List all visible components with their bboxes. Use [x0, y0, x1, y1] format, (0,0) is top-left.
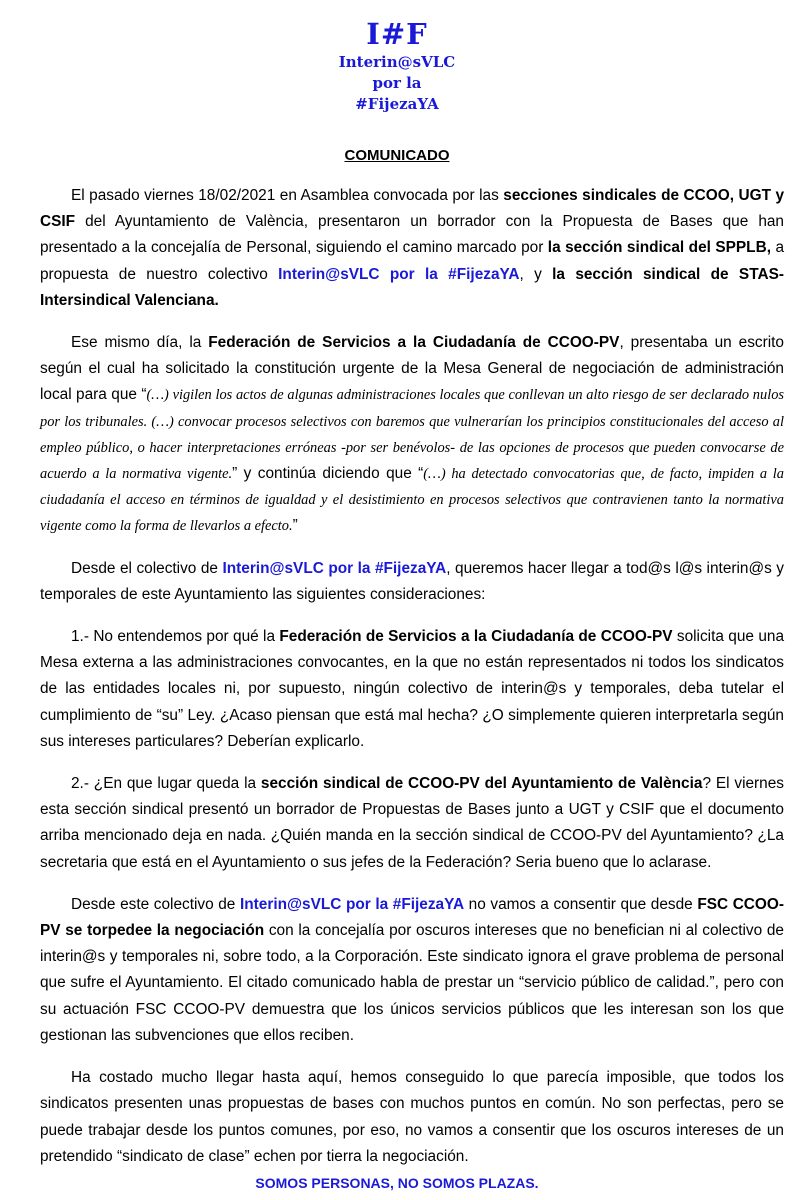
p3-collective-name: Interin@sVLC por la #FijezaYA: [222, 559, 447, 577]
p1-bold-stas: la sección sindical de STAS-Intersindical Valenciana.: [40, 265, 784, 309]
p6-text-a: Desde este colectivo de: [71, 895, 240, 913]
p2-quote-1: (…) vigilen los actos de algunas administraciones locales que conllevan un alto riesgo de ser declarado nulos por los tribunales. (…) convocar procesos selectivos con baremos que vulnerarían los principios constitucionales del acceso al empleo público, o hacer interpretaciones erróneas -por ser benévolos- de las opciones de procesos que pueden convocarse de acuerdo a la normativa vigente.: [40, 387, 784, 483]
p2-quote-2: (…) ha detectado convocatorias que, de facto, impiden a la ciudadanía el acceso en términos de igualdad y el desistimiento en procesos selectivos que contravienen tanto la normativa vigente como la forma de llevarlos a efecto.: [40, 466, 784, 535]
document-title: COMUNICADO: [344, 147, 450, 164]
p2-text-e: ”: [292, 517, 298, 535]
p5-bold-section: sección sindical de CCOO-PV del Ayuntamiento de València: [260, 775, 703, 793]
p6-bold-torpedo: FSC CCOO-PV se torpedee la negociación: [40, 895, 784, 940]
logo-line-2: por la: [372, 74, 422, 92]
logo-mark: I#F: [366, 17, 428, 51]
p3-text-a: Desde el colectivo de: [71, 559, 223, 577]
p4-text-a: 1.- No entendemos por qué la: [71, 628, 280, 646]
paragraph-3: [40, 556, 784, 608]
p2-bold-federation: Federación de Servicios a la Ciudadanía de CCOO-PV: [208, 334, 620, 352]
p4-text-c: solicita que una Mesa externa a las administraciones convocantes, en la que no están representados ni todos los sindicatos de las entidades locales ni, por supuesto, ningún colectivo de interin@s y temporales, deba tutelar el cumplimiento de “su” Ley. ¿Acaso piensan que está mal hecha? ¿O simplemente quieren interpretarla según sus intereses particulares? Deberían explicarlo.: [40, 628, 784, 750]
p1-bold-unions: secciones sindicales de CCOO, UGT y CSIF: [40, 187, 785, 231]
paragraph-1: [40, 183, 784, 314]
p1-bold-spplb: la sección sindical del SPPLB,: [547, 239, 771, 257]
p1-text-c: del Ayuntamiento de València, presentaron un borrador con la Propuesta de Bases que han presentado a la concejalía de Personal, siguiendo el camino marcado por: [40, 213, 784, 257]
paragraph-5: [40, 771, 784, 876]
p3-text-c: , queremos hacer llegar a tod@s l@s interin@s y temporales de este Ayuntamiento las siguientes consideraciones:: [40, 559, 784, 603]
p5-text-a: 2.- ¿En que lugar queda la: [71, 775, 261, 793]
p6-collective-name: Interin@sVLC por la #FijezaYA: [239, 895, 465, 913]
document-body: [40, 183, 784, 1186]
p1-text-g: , y: [519, 265, 553, 283]
p1-collective-name: Interin@sVLC por la #FijezaYA: [278, 265, 520, 283]
logo-line-3: #FijezaYA: [355, 95, 439, 113]
p1-text-e: a propuesta de nuestro colectivo: [40, 239, 784, 283]
paragraph-7: [40, 1065, 784, 1170]
p2-text-c: , presentaba un escrito según el cual ha solicitado la constitución urgente de la Mesa General de negociación de administración local para que “: [40, 334, 784, 404]
p4-bold-federation: Federación de Servicios a la Ciudadanía de CCOO-PV: [279, 628, 673, 646]
paragraph-2: [40, 330, 784, 540]
p5-text-c: ? El viernes esta sección sindical presentó un borrador de Propuestas de Bases junto a UGT y CSIF que el documento arriba mencionado deja en nada. ¿Quién manda en la sección sindical de CCOO-PV del Ayuntamiento? ¿La secretaria que está en el Ayuntamiento o sus jefes de la Federación? Seria bueno que lo aclarase.: [40, 775, 784, 871]
closing-slogan: SOMOS PERSONAS, NO SOMOS PLAZAS.: [255, 1175, 539, 1191]
paragraph-6: [40, 892, 784, 1049]
p2-text-a: Ese mismo día, la: [71, 334, 209, 352]
p1-text-a: El pasado viernes 18/02/2021 en Asamblea convocada por las: [71, 187, 504, 204]
p2-text-d: ” y continúa diciendo que “: [232, 465, 424, 483]
logo-line-1: Interin@sVLC: [338, 53, 456, 71]
collective-logo-header: [0, 16, 794, 115]
p7-text-a: Ha costado mucho llegar hasta aquí, hemos conseguido lo que parecía imposible, que todos los sindicatos presenten unas propuestas de bases con muchos puntos en común. No son perfectas, pero se puede trabajar desde los puntos comunes, por eso, no vamos a consentir que los oscuros intereses de un pretendido “sindicato de clase” echen por tierra la negociación.: [40, 1069, 784, 1165]
p6-text-e: con la concejalía por oscuros intereses que no benefician ni al colectivo de interin@s y temporales ni, sobre todo, a la Corporación. Este sindicato ignora el grave problema de personal que sufre el Ayuntamiento. El citado comunicado habla de prestar un “servicio público de calidad.”, pero con su actuación FSC CCOO-PV demuestra que los únicos servicios públicos que les interesan son los que gestionan las subvenciones que ellos reciben.: [40, 922, 784, 1044]
paragraph-4: [40, 624, 784, 755]
p6-text-c: no vamos a consentir que desde: [464, 895, 698, 913]
